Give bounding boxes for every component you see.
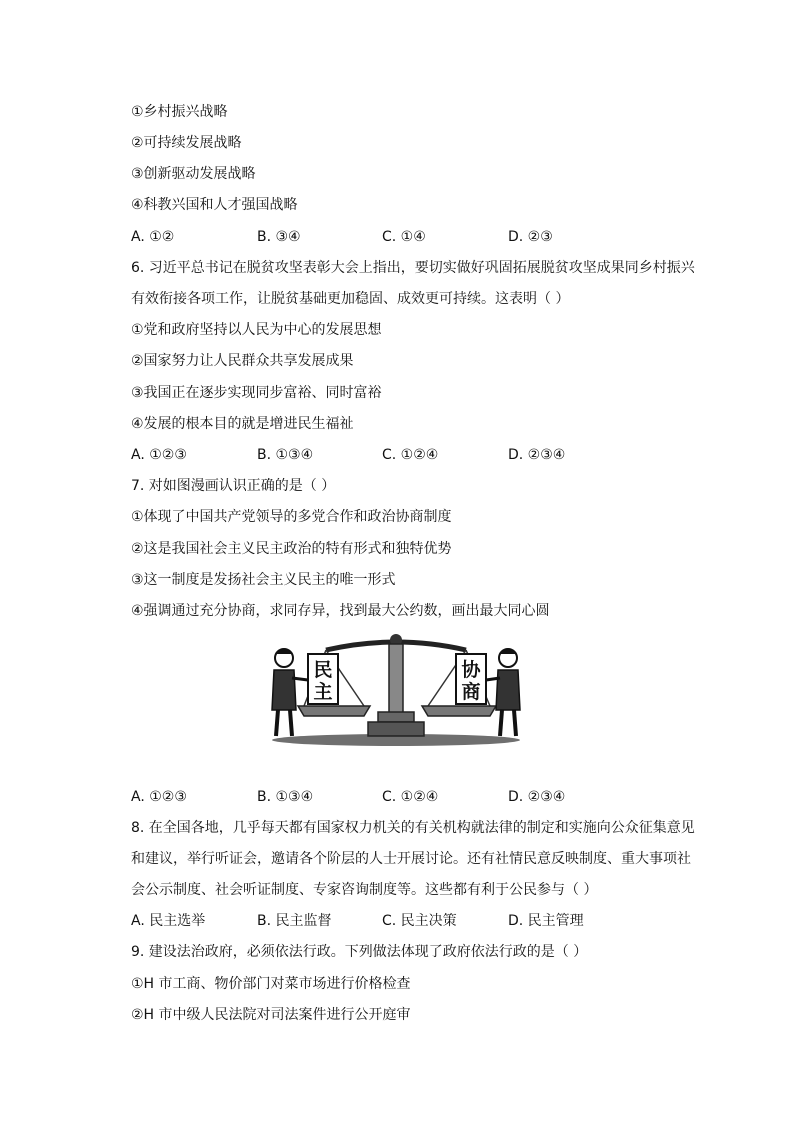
q8-option-b[interactable]: B. 民主监督 — [257, 913, 332, 929]
q6-option-b[interactable]: B. ①③④ — [257, 447, 314, 463]
q6-item-2: ②国家努力让人民群众共享发展成果 — [131, 353, 354, 369]
q6-item-3: ③我国正在逐步实现同步富裕、同时富裕 — [131, 385, 382, 401]
left-figure — [272, 649, 308, 736]
q9-stem: 9. 建设法治政府，必须依法行政。下列做法体现了政府依法行政的是（ ） — [131, 944, 588, 960]
q6-option-c[interactable]: C. ①②④ — [382, 447, 439, 463]
q5-item-2: ②可持续发展战略 — [131, 135, 242, 151]
q9-item-1: ①H 市工商、物价部门对菜市场进行价格检查 — [131, 976, 411, 992]
q6-item-4: ④发展的根本目的就是增进民生福祉 — [131, 416, 354, 432]
q8-options — [131, 912, 691, 930]
right-pan — [422, 706, 496, 716]
q9-item-2: ②H 市中级人民法院对司法案件进行公开庭审 — [131, 1007, 411, 1023]
q5-option-a[interactable]: A. ①② — [131, 229, 175, 245]
q8-option-d[interactable]: D. 民主管理 — [508, 913, 584, 929]
q7-option-a[interactable]: A. ①②③ — [131, 789, 187, 805]
q5-option-c[interactable]: C. ①④ — [382, 229, 426, 245]
q6-item-1: ①党和政府坚持以人民为中心的发展思想 — [131, 322, 382, 338]
q6-option-d[interactable]: D. ②③④ — [508, 447, 566, 463]
q5-item-1: ①乡村振兴战略 — [131, 104, 228, 120]
q8-stem-line-1: 8. 在全国各地，几乎每天都有国家权力机关的有关机构就法律的制定和实施向公众征集意见 — [131, 820, 695, 836]
q7-option-c[interactable]: C. ①②④ — [382, 789, 439, 805]
scale-base-top — [378, 712, 414, 722]
q8-stem-line-3: 会公示制度、社会听证制度、专家咨询制度等。这些都有利于公民参与（ ） — [131, 882, 598, 898]
q8-stem-line-2: 和建议，举行听证会，邀请各个阶层的人士开展讨论。还有社情民意反映制度、重大事项社 — [131, 851, 691, 867]
q7-item-1: ①体现了中国共产党领导的多党合作和政治协商制度 — [131, 509, 452, 525]
q6-stem-line-1: 6. 习近平总书记在脱贫攻坚表彰大会上指出，要切实做好巩固拓展脱贫攻坚成果同乡村振兴 — [131, 260, 695, 276]
q8-option-c[interactable]: C. 民主决策 — [382, 913, 457, 929]
q7-option-d[interactable]: D. ②③④ — [508, 789, 566, 805]
q7-options — [131, 788, 691, 806]
right-label-char-1: 协 — [461, 659, 481, 681]
q7-item-3: ③这一制度是发扬社会主义民主的唯一形式 — [131, 572, 396, 588]
right-label-char-2: 商 — [461, 681, 481, 703]
scale-base — [368, 722, 424, 736]
q5-option-d[interactable]: D. ②③ — [508, 229, 553, 245]
left-label-char-1: 民 — [313, 659, 333, 681]
q5-item-4: ④科教兴国和人才强国战略 — [131, 197, 298, 213]
q6-stem-line-2: 有效衔接各项工作，让脱贫基础更加稳固、成效更可持续。这表明（ ） — [131, 291, 570, 307]
q5-item-3: ③创新驱动发展战略 — [131, 166, 256, 182]
left-label-char-2: 主 — [313, 681, 333, 703]
q5-option-b[interactable]: B. ③④ — [257, 229, 301, 245]
q6-option-a[interactable]: A. ①②③ — [131, 447, 187, 463]
q7-option-b[interactable]: B. ①③④ — [257, 789, 314, 805]
scale-pillar — [389, 644, 403, 714]
q5-options — [131, 228, 691, 246]
q6-options — [131, 446, 691, 464]
q7-item-4: ④强调通过充分协商，求同存异，找到最大公约数，画出最大同心圆 — [131, 603, 550, 619]
q7-stem: 7. 对如图漫画认识正确的是（ ） — [131, 478, 336, 494]
right-figure — [486, 649, 520, 736]
q7-cartoon-image — [268, 628, 524, 746]
left-pan — [298, 706, 370, 716]
q8-option-a[interactable]: A. 民主选举 — [131, 913, 206, 929]
q7-item-2: ②这是我国社会主义民主政治的特有形式和独特优势 — [131, 541, 452, 557]
